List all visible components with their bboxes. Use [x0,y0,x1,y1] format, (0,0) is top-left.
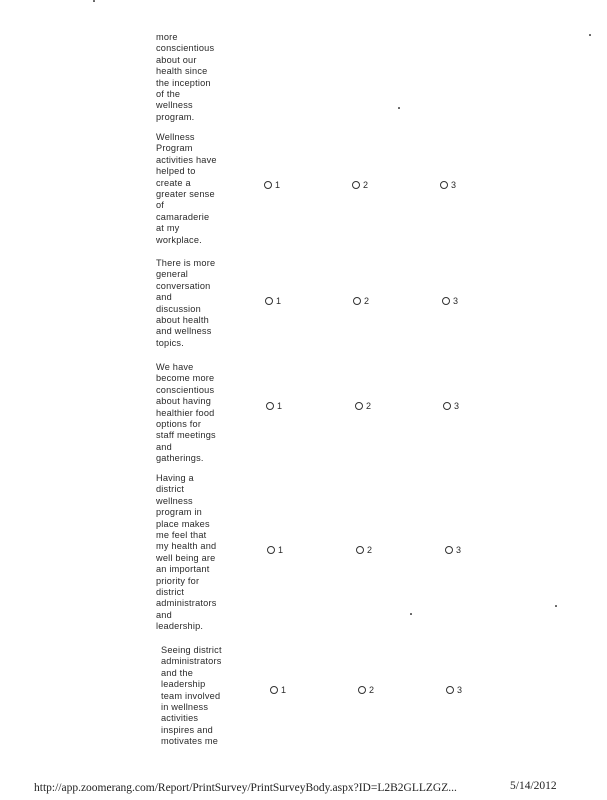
question-text: Seeing district administrators and the leadership team involved in wellness activities inspires and motivates me [161,645,222,747]
radio-circle-icon[interactable] [353,297,361,305]
rating-option-label: 2 [369,685,375,695]
rating-option-label: 2 [366,401,372,411]
rating-option-label: 2 [363,180,369,190]
scan-speck [555,605,557,607]
rating-option-2[interactable] [355,401,371,411]
question-text: Having a district wellness program in place makes me feel that my health and well being are an important priority for district administrators and leadership. [156,473,217,632]
scan-speck [410,613,412,615]
rating-radio-group [0,180,607,194]
rating-option-label: 2 [364,296,370,306]
scan-speck [589,34,591,36]
radio-circle-icon[interactable] [440,181,448,189]
radio-circle-icon[interactable] [442,297,450,305]
radio-circle-icon[interactable] [445,546,453,554]
radio-circle-icon[interactable] [352,181,360,189]
question-text: more conscientious about our health since the inception of the wellness program. [156,32,215,122]
rating-radio-group [0,296,607,310]
rating-option-1[interactable] [264,180,280,190]
rating-option-label: 1 [276,296,282,306]
rating-option-label: 3 [451,180,457,190]
rating-option-3[interactable] [443,401,459,411]
rating-option-3[interactable] [442,296,458,306]
footer-url-link[interactable]: http://app.zoomerang.com/Report/PrintSurvey/PrintSurveyBody.aspx?ID=L2B2GLLZGZ... [34,782,457,794]
rating-option-label: 3 [454,401,460,411]
rating-option-label: 3 [453,296,459,306]
question-text: Wellness Program activities have helped to create a greater sense of camaraderie at my workplace. [156,132,217,245]
rating-option-label: 1 [278,545,284,555]
rating-option-label: 1 [281,685,287,695]
rating-option-2[interactable] [353,296,369,306]
rating-option-label: 1 [275,180,281,190]
radio-circle-icon[interactable] [446,686,454,694]
rating-option-2[interactable] [356,545,372,555]
radio-circle-icon[interactable] [270,686,278,694]
radio-circle-icon[interactable] [356,546,364,554]
rating-option-1[interactable] [266,401,282,411]
scan-speck [93,0,95,2]
question-text: There is more general conversation and discussion about health and wellness topics. [156,258,216,348]
rating-option-label: 2 [367,545,373,555]
radio-circle-icon[interactable] [443,402,451,410]
radio-circle-icon[interactable] [358,686,366,694]
rating-option-label: 1 [277,401,283,411]
radio-circle-icon[interactable] [355,402,363,410]
rating-option-3[interactable] [446,685,462,695]
radio-circle-icon[interactable] [266,402,274,410]
rating-option-2[interactable] [358,685,374,695]
rating-option-1[interactable] [265,296,281,306]
question-text: We have become more conscientious about having healthier food options for staff meetings and gatherings. [156,362,216,464]
scan-speck [398,107,400,109]
footer-print-date: 5/14/2012 [510,780,557,792]
radio-circle-icon[interactable] [267,546,275,554]
rating-option-3[interactable] [445,545,461,555]
rating-option-3[interactable] [440,180,456,190]
rating-option-label: 3 [457,685,463,695]
rating-option-1[interactable] [270,685,286,695]
rating-option-2[interactable] [352,180,368,190]
radio-circle-icon[interactable] [264,181,272,189]
rating-option-label: 3 [456,545,462,555]
rating-radio-group [0,545,607,559]
rating-radio-group [0,401,607,415]
rating-option-1[interactable] [267,545,283,555]
rating-radio-group [0,685,607,699]
radio-circle-icon[interactable] [265,297,273,305]
